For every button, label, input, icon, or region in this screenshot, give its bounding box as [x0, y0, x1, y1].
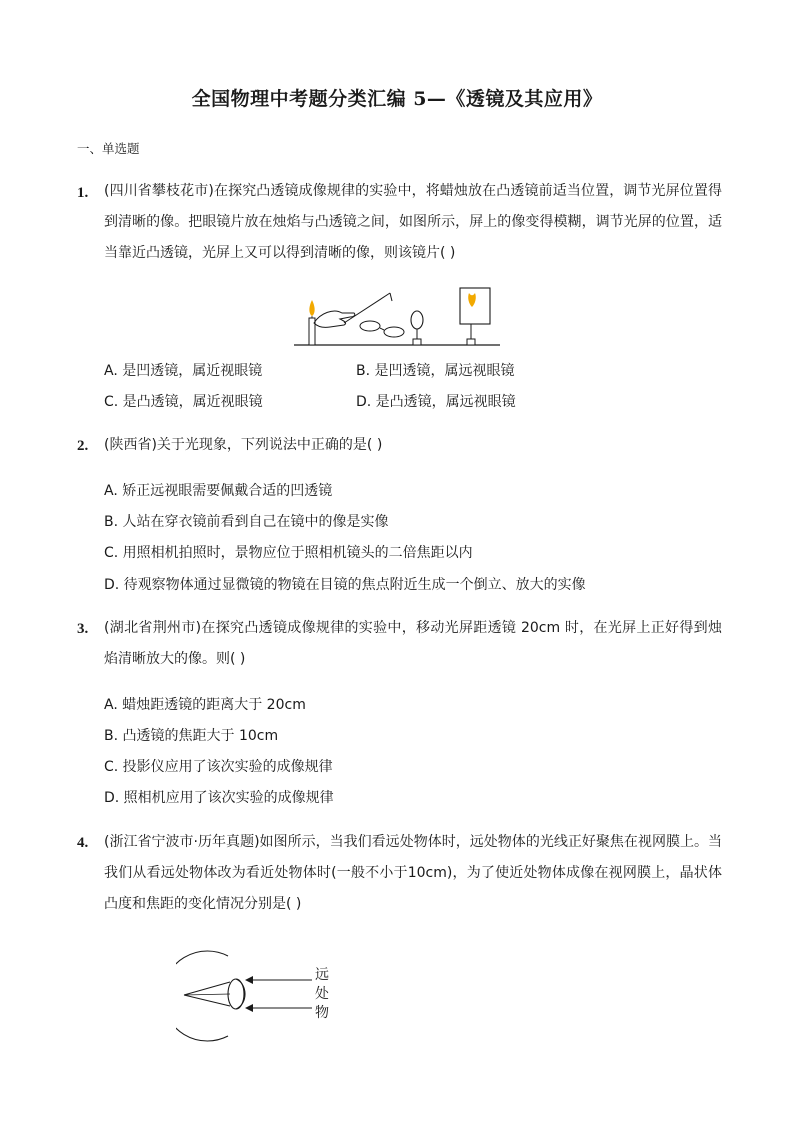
question-2-stem: (陕西省)关于光现象，下列说法中正确的是( )	[104, 437, 383, 453]
question-4-number: 4.	[77, 835, 89, 851]
glasses-lens-left	[360, 321, 380, 331]
question-3-number: 3.	[77, 621, 89, 637]
eyeball-outline	[176, 951, 228, 1041]
question-1-option-c[interactable]: C. 是凸透镜，属近视眼镜	[104, 394, 263, 410]
hand-icon	[314, 311, 355, 327]
question-1-option-d[interactable]: D. 是凸透镜，属远视眼镜	[356, 394, 516, 410]
question-3-option-c[interactable]: C. 投影仪应用了该次实验的成像规律	[104, 759, 333, 775]
question-2-option-d[interactable]: D. 待观察物体通过显微镜的物镜在目镜的焦点附近生成一个倒立、放大的实像	[104, 577, 586, 593]
convex-lens	[411, 311, 423, 329]
question-3-stem: (湖北省荆州市)在探究凸透镜成像规律的实验中，移动光屏距透镜 20cm 时，在光屏上正好得到烛焰清晰放大的像。则( )	[104, 620, 722, 667]
page-title: 全国物理中考题分类汇编 5—《透镜及其应用》	[191, 88, 603, 110]
eye-diagram-figure	[176, 948, 312, 1044]
question-3-option-a[interactable]: A. 蜡烛距透镜的距离大于 20cm	[104, 697, 306, 713]
distant-object-label-1: 远	[315, 967, 329, 983]
question-1-option-a[interactable]: A. 是凹透镜，属近视眼镜	[104, 363, 263, 379]
candle-flame-icon	[309, 300, 314, 316]
distant-object-label-3: 物	[315, 1005, 329, 1021]
question-2-option-c[interactable]: C. 用照相机拍照时，景物应位于照相机镜头的二倍焦距以内	[104, 545, 473, 561]
question-2-option-b[interactable]: B. 人站在穿衣镜前看到自己在镜中的像是实像	[104, 514, 389, 530]
question-4-stem: (浙江省宁波市·历年真题)如图所示，当我们看远处物体时，远处物体的光线正好聚焦在视网膜上。当我们从看远处物体改为看近处物体时(一般不小于10cm)，为了使近处物体成像在视网膜上，晶状体凸度和焦距的变化情况分别是( )	[104, 834, 722, 912]
question-3-option-b[interactable]: B. 凸透镜的焦距大于 10cm	[104, 728, 279, 744]
lens-experiment-figure	[292, 283, 502, 349]
question-2-number: 2.	[77, 438, 89, 454]
glasses-temple	[344, 293, 390, 323]
section-heading: 一、单选题	[77, 141, 140, 156]
question-2-option-a[interactable]: A. 矫正远视眼需要佩戴合适的凹透镜	[104, 483, 333, 499]
question-3-option-d[interactable]: D. 照相机应用了该次实验的成像规律	[104, 790, 334, 806]
glasses-lens-right	[384, 327, 404, 337]
question-1-option-b[interactable]: B. 是凹透镜，属远视眼镜	[356, 363, 515, 379]
distant-object-label-2: 处	[315, 986, 329, 1002]
question-1-number: 1.	[77, 185, 89, 201]
refracted-ray-bottom	[184, 995, 230, 1006]
question-1-stem: (四川省攀枝花市)在探究凸透镜成像规律的实验中，将蜡烛放在凸透镜前适当位置，调节光屏位置得到清晰的像。把眼镜片放在烛焰与凸透镜之间，如图所示，屏上的像变得模糊，调节光屏的位置，适当靠近凸透镜，光屏上又可以得到清晰的像，则该镜片( )	[104, 183, 722, 261]
refracted-ray-top	[184, 982, 230, 995]
